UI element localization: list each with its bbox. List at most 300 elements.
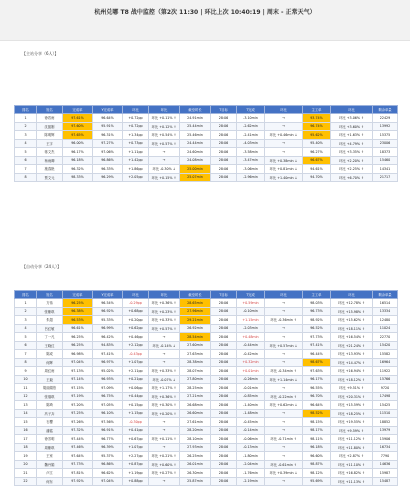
table-cell: 环比 +0.46min ↓ (265, 131, 303, 140)
table-cell: 28:06 (211, 418, 237, 427)
table-cell: 27.96min (180, 307, 211, 316)
table-cell: 环比 +0.57min ↓ (265, 341, 303, 350)
table-cell: 97.14% (63, 375, 93, 384)
table-cell: 17 (15, 435, 37, 444)
table-cell: 18852 (373, 418, 398, 427)
table-cell: → (265, 333, 303, 342)
table-cell: 13 (15, 401, 37, 410)
table-cell: 环比 +0.27% ↑ (149, 469, 180, 478)
table-cell: 97.15% (63, 384, 93, 393)
table-cell: -0.26min (237, 375, 265, 384)
table-cell: → (265, 443, 303, 452)
column-header: 环比 (149, 291, 180, 299)
table-cell: 环比 +9.59% ↑ (331, 426, 373, 435)
table-cell: 5 (15, 333, 37, 342)
table-cell: 96.18% (303, 443, 331, 452)
table-cell: 张紫琪 (37, 307, 63, 316)
table-cell: -3.10min (237, 114, 265, 123)
table-cell: 环比 +11.13% ↑ (331, 477, 373, 486)
table-cell: 环比 +14.47% ↑ (331, 358, 373, 367)
table-cell: -2.41min (237, 131, 265, 140)
table-cell: 97.56% (93, 418, 123, 427)
table-cell: 8 (15, 358, 37, 367)
table-cell: 环比 +3.06% ↑ (331, 114, 373, 123)
table-cell: → (265, 477, 303, 486)
table-cell: 28:06 (211, 341, 237, 350)
table-cell: 98.11% (303, 435, 331, 444)
table-cell: +0.21pp (123, 375, 149, 384)
table-cell: → (149, 443, 180, 452)
table-cell: 96.64% (93, 114, 123, 123)
table-cell: 28:06 (211, 122, 237, 131)
table-cell: 26.92min (180, 324, 211, 333)
column-header: 环比 (265, 291, 303, 299)
table-cell: 沈振刚 (37, 122, 63, 131)
table-cell: 27.60min (180, 341, 211, 350)
table-cell: 96.32% (63, 165, 93, 174)
table-row (15, 333, 398, 342)
table-cell: → (265, 307, 303, 316)
table-cell: 王毅 (37, 375, 63, 384)
table-cell: -1.48min (237, 409, 265, 418)
table-cell: 96.67% (303, 156, 331, 165)
table-cell: 25.46min (180, 131, 211, 140)
table-cell: 22770 (373, 333, 398, 342)
table-cell: 28.07min (180, 367, 211, 376)
table-cell: 93.74% (303, 114, 331, 123)
table-cell: 28:06 (211, 452, 237, 461)
table-cell: 96.77% (93, 435, 123, 444)
table-cell: 3 (15, 316, 37, 325)
table-row (15, 324, 398, 333)
table-cell: 28:06 (211, 477, 237, 486)
table-cell: 96.74% (303, 122, 331, 131)
table-cell: 6 (15, 156, 37, 165)
table-cell: 28:06 (211, 375, 237, 384)
table-cell: +0.44pp (123, 392, 149, 401)
table-row (15, 392, 398, 401)
table-cell: 19 (15, 452, 37, 461)
table-cell: 12 (15, 392, 37, 401)
column-header: 主工单 (303, 291, 331, 299)
table-cell: 27.63min (180, 350, 211, 359)
table-cell: 环比 +3.60% ↑ (331, 122, 373, 131)
table-cell: 28:06 (211, 131, 237, 140)
table-row (15, 358, 398, 367)
table-cell: 97.19% (63, 392, 93, 401)
table-cell: -0.42min (237, 350, 265, 359)
column-header: 截至时长 (180, 291, 211, 299)
table-cell: 环比 +2.20% ↑ (331, 156, 373, 165)
table-cell: 徐芳明 (37, 435, 63, 444)
table-cell: 24.08min (180, 156, 211, 165)
table-row (15, 173, 398, 182)
column-header: 环比 (123, 291, 149, 299)
table-cell: 96.27% (303, 148, 331, 157)
column-header: 完成率 (63, 291, 93, 299)
table-cell: 15425 (373, 401, 398, 410)
table-cell: 丁一凡 (37, 333, 63, 342)
table-cell: 28:06 (211, 156, 237, 165)
table-cell: 28:06 (211, 148, 237, 157)
table-cell: 24.60min (180, 148, 211, 157)
report-title: 杭州兑哪 T8 战中监控（第2次 11:30 | 环比上次 10:40:19 | 周末 - 正常天气） (94, 9, 316, 16)
table-cell: 环比 +0.23% ↑ (149, 307, 180, 316)
table-cell: 环比 +2.25% ↑ (331, 165, 373, 174)
table-cell: 环比 -0.61min ↑ (265, 460, 303, 469)
table-cell: 98.87% (303, 460, 331, 469)
table-cell: 卢江 (37, 469, 63, 478)
table-cell: 9 (15, 367, 37, 376)
table-cell: 环比 +6.70% ↑ (331, 173, 373, 182)
table-cell: 14341 (373, 165, 398, 174)
table-cell: 95.02% (93, 367, 123, 376)
table-cell: -0.01min (237, 384, 265, 393)
table-cell: -0.44min (237, 341, 265, 350)
column-header: T目标 (211, 291, 237, 299)
table-cell: 环比 -0.30% ↓ (149, 165, 180, 174)
table-cell: 冯子卉 (37, 409, 63, 418)
table-cell: → (265, 409, 303, 418)
column-header: 截至时长 (180, 106, 211, 114)
table-cell: -3.06min (237, 165, 265, 174)
table-cell: +0.62pp (123, 324, 149, 333)
table-row (15, 156, 398, 165)
table-cell: 28.25min (180, 384, 211, 393)
table-cell: 环比 +1.63% ↑ (331, 131, 373, 140)
table-row (15, 435, 398, 444)
table-cell: 环比 +15.98% ↑ (331, 307, 373, 316)
table-cell: 96.10% (93, 409, 123, 418)
table-cell: 97.63% (303, 367, 331, 376)
table-cell: 18 (15, 443, 37, 452)
table-cell: -0.29pp (123, 299, 149, 308)
table-cell: 96.29% (93, 173, 123, 182)
column-header: 姓名 (37, 291, 63, 299)
table-cell: 25.00min (180, 165, 211, 174)
table-cell: 环比 +0.57% ↑ (149, 324, 180, 333)
table-cell: +0.59min (237, 299, 265, 308)
table-cell: → (265, 299, 303, 308)
table-row (15, 460, 398, 469)
table-cell: +1.19pp (123, 469, 149, 478)
table-row (15, 316, 398, 325)
report-header (0, 0, 410, 41)
table-row (15, 131, 398, 140)
table-row (15, 299, 398, 308)
table-cell: 12480 (373, 316, 398, 325)
table-cell: 94.83% (93, 341, 123, 350)
table-cell: 97.09% (93, 384, 123, 393)
table-cell: → (149, 350, 180, 359)
table-cell: 96.53% (63, 316, 93, 325)
table-row (15, 341, 398, 350)
table-cell: 1 (15, 299, 37, 308)
table-cell: -3.58min (237, 148, 265, 157)
table-cell: 28.54min (180, 333, 211, 342)
table-cell: -0.13min (237, 443, 265, 452)
table-row (15, 122, 398, 131)
table-cell: 环比 -0.34min ↑ (265, 367, 303, 376)
table-cell: 15420 (373, 341, 398, 350)
table-cell: -0.06min (237, 435, 265, 444)
table-row (15, 307, 398, 316)
table-cell: 23006 (373, 139, 398, 148)
table-cell: -2.03min (237, 324, 265, 333)
table-cell: 环比 -0.71min ↑ (265, 435, 303, 444)
table-cell: 96.62% (93, 469, 123, 478)
table-cell: 7 (15, 165, 37, 174)
table-cell: 97.13% (63, 367, 93, 376)
table-cell: 28:06 (211, 384, 237, 393)
table-row (15, 165, 398, 174)
table-cell: → (265, 122, 303, 131)
table-header-row (15, 291, 398, 299)
table-cell: 环比 +0.39min ↓ (265, 469, 303, 478)
table-cell: -2.96min (237, 173, 265, 182)
section-label-main: 【主站分享（6人）】 (22, 51, 59, 56)
table-cell: 16964 (373, 358, 398, 367)
table-cell: 环比 +0.54% ↑ (149, 131, 180, 140)
table-cell: 环比 +0.21% ↑ (149, 452, 180, 461)
table-cell: 8 (15, 173, 37, 182)
table-cell: 蒋文杰 (37, 148, 63, 157)
column-header: 环比 (123, 106, 149, 114)
table-cell: 环比 -0.22min ↑ (265, 392, 303, 401)
table-cell: 95.40% (303, 139, 331, 148)
table-cell: 95.37% (93, 452, 123, 461)
table-row (15, 148, 398, 157)
column-header: 环比 (265, 106, 303, 114)
table-cell: 28:06 (211, 409, 237, 418)
table-cell: → (265, 418, 303, 427)
table-cell: → (149, 426, 180, 435)
table-cell: → (149, 477, 180, 486)
table-cell: 96.93% (93, 375, 123, 384)
table-cell: 97.20% (63, 401, 93, 410)
table-cell: 环比 +18.12% ↑ (331, 375, 373, 384)
table-cell: → (149, 358, 180, 367)
table-cell: 28:06 (211, 401, 237, 410)
table-cell: 13979 (373, 426, 398, 435)
table-row (15, 350, 398, 359)
table-cell: 97.04% (93, 477, 123, 486)
table-cell: 27.61min (180, 418, 211, 427)
table-cell: 22429 (373, 114, 398, 123)
table-cell: 95.33% (93, 316, 123, 325)
table-cell: -2.19min (237, 477, 265, 486)
table-row (15, 139, 398, 148)
table-cell: 10 (15, 375, 37, 384)
table-cell: 28.38min (180, 358, 211, 367)
table-cell: 3 (15, 131, 37, 140)
table-cell: 28:06 (211, 333, 237, 342)
table-cell: 环比 +12.78% ↑ (331, 299, 373, 308)
table-cell: 98.12% (303, 469, 331, 478)
table-cell: +2.27pp (123, 452, 149, 461)
table-cell: 何辉 (37, 358, 63, 367)
table-cell: +0.48min (237, 333, 265, 342)
table-cell: 21 (15, 469, 37, 478)
table-cell: +1.11pp (123, 148, 149, 157)
table-cell: 环比 +15.59% ↑ (331, 401, 373, 410)
table-row (15, 477, 398, 486)
table-cell: 17498 (373, 392, 398, 401)
table-cell: 张瑞琪 (37, 392, 63, 401)
table-cell: -0.85min (237, 392, 265, 401)
table-cell: 96.91% (93, 426, 123, 435)
table-cell: 16734 (373, 443, 398, 452)
table-cell: 96.75% (93, 392, 123, 401)
table-cell: 7790 (373, 452, 398, 461)
table-cell: +0.87pp (123, 460, 149, 469)
table-cell: 95.91% (93, 122, 123, 131)
table-cell: 95.69% (303, 477, 331, 486)
table-cell: 14636 (373, 460, 398, 469)
table-cell: +0.67pp (123, 435, 149, 444)
table-cell: -1.76min (237, 469, 265, 478)
table-cell: 11 (15, 384, 37, 393)
table-cell: 16514 (373, 299, 398, 308)
table-cell: 96.55% (303, 384, 331, 393)
table-cell: 环比 +0.30% ↑ (149, 401, 180, 410)
table-cell: -2.04min (237, 460, 265, 469)
table-cell: → (265, 426, 303, 435)
table-cell: 96.70% (303, 392, 331, 401)
table-cell: 潘铭 (37, 426, 63, 435)
table-cell: 环比 +11.80% ↑ (331, 443, 373, 452)
table-cell: 96.73% (303, 307, 331, 316)
table-cell: 15460 (373, 156, 398, 165)
table-cell: +1.86pp (123, 165, 149, 174)
table-cell: +0.20pp (123, 316, 149, 325)
table-cell: 28:06 (211, 435, 237, 444)
table-cell: 11510 (373, 409, 398, 418)
table-cell: 29.21min (180, 316, 211, 325)
table-cell: 1 (15, 114, 37, 123)
table-cell: 27.21min (180, 392, 211, 401)
table-cell: 环比 +0.12% ↑ (149, 122, 180, 131)
table-cell: 环比 -0.36min ↑ (265, 316, 303, 325)
table-cell: 环比 +21.24% ↑ (331, 341, 373, 350)
table-cell: 96.18% (63, 156, 93, 165)
table-cell: 26.68min (180, 401, 211, 410)
table-cell: 25.44min (180, 122, 211, 131)
table-cell: 朱超 (37, 316, 63, 325)
table-cell: +0.73pp (123, 139, 149, 148)
column-header: 主工单 (303, 106, 331, 114)
table-cell: 环比 +16.54% ↑ (331, 333, 373, 342)
table-cell: 96.44% (303, 350, 331, 359)
table-cell: 28:06 (211, 165, 237, 174)
table-cell: +1.15min (237, 316, 265, 325)
table-cell: 96.31% (93, 131, 123, 140)
table-cell: +0.15pp (123, 401, 149, 410)
table-row (15, 384, 398, 393)
table-cell: 94.70% (303, 173, 331, 182)
column-header: Y完成率 (93, 291, 123, 299)
table-cell: 21717 (373, 173, 398, 182)
table-cell: 24.44min (180, 139, 211, 148)
table-cell: 环比 +0.36% ↑ (149, 392, 180, 401)
table-cell: 98.17% (303, 426, 331, 435)
table-cell: -3.47min (237, 156, 265, 165)
table-cell: +0.06pp (123, 384, 149, 393)
table-cell: 环比 +0.11% ↑ (149, 435, 180, 444)
table-cell: 14 (15, 409, 37, 418)
table-cell: 26.25min (180, 452, 211, 461)
table-cell: 97.92% (63, 477, 93, 486)
table-cell: 何东 (37, 477, 63, 486)
table-cell: → (149, 418, 180, 427)
table-cell: 环比 +1.14min ↓ (265, 375, 303, 384)
column-header: T目标 (211, 106, 237, 114)
column-header: T完成 (237, 106, 265, 114)
table-cell: 25.07min (180, 173, 211, 182)
table-cell: 环比 +0.15% ↑ (149, 173, 180, 182)
table-cell: 98.03% (303, 299, 331, 308)
table-cell: 97.26% (63, 418, 93, 427)
table-cell: 22 (15, 477, 37, 486)
table-cell: 环比 +0.33% ↑ (149, 367, 180, 376)
table-cell: 97.64% (63, 452, 93, 461)
table-cell: 28.20min (180, 426, 211, 435)
table-cell: 97.61% (63, 114, 93, 123)
table-cell: +0.72pp (123, 114, 149, 123)
table-cell: 2 (15, 307, 37, 316)
table-cell: 96.25% (63, 299, 93, 308)
table-cell: 环比 +18.25% ↑ (331, 409, 373, 418)
table-cell: 28:06 (211, 392, 237, 401)
table-cell: 28:06 (211, 469, 237, 478)
table-row (15, 469, 398, 478)
table-row (15, 367, 398, 376)
table-row (15, 401, 398, 410)
table-cell: 27.93min (180, 443, 211, 452)
table-cell: 96.54% (93, 299, 123, 308)
table-row (15, 426, 398, 435)
column-header: 环比 (331, 106, 373, 114)
table-cell: +1.42pp (123, 156, 149, 165)
table-cell: 28:06 (211, 299, 237, 308)
table-cell: -4.03min (237, 139, 265, 148)
table-cell: 方伟 (37, 299, 63, 308)
table-cell: 4 (15, 324, 37, 333)
table-cell: 25.87min (180, 477, 211, 486)
table-cell: 王晓红 (37, 341, 63, 350)
table-cell: +0.41pp (123, 426, 149, 435)
table-cell: → (265, 139, 303, 148)
table-cell: +1.07pp (123, 358, 149, 367)
table-cell: 环比 +0.38min ↓ (265, 156, 303, 165)
column-header: 姓名 (37, 106, 63, 114)
table-cell: 98.33% (63, 173, 93, 182)
table-cell: 96.98% (63, 350, 93, 359)
table-cell: 环比 -0.07% ↓ (149, 375, 180, 384)
table-cell: 环比 +0.81min ↓ (265, 165, 303, 174)
table-cell: 26.30min (180, 469, 211, 478)
table-cell: 98.92% (303, 316, 331, 325)
table-cell: 96.64% (303, 401, 331, 410)
table-cell: 环比 +16.82% ↑ (331, 469, 373, 478)
table-cell: 环比 +0.60% ↑ (149, 460, 180, 469)
table-cell: +0.46pp (123, 333, 149, 342)
table-cell: 97.73% (303, 333, 331, 342)
table-cell: 97.41% (93, 350, 123, 359)
table-cell: 陈明辉 (37, 131, 63, 140)
table-cell: -1.40min (237, 401, 265, 410)
table-cell: 陈成 (37, 350, 63, 359)
